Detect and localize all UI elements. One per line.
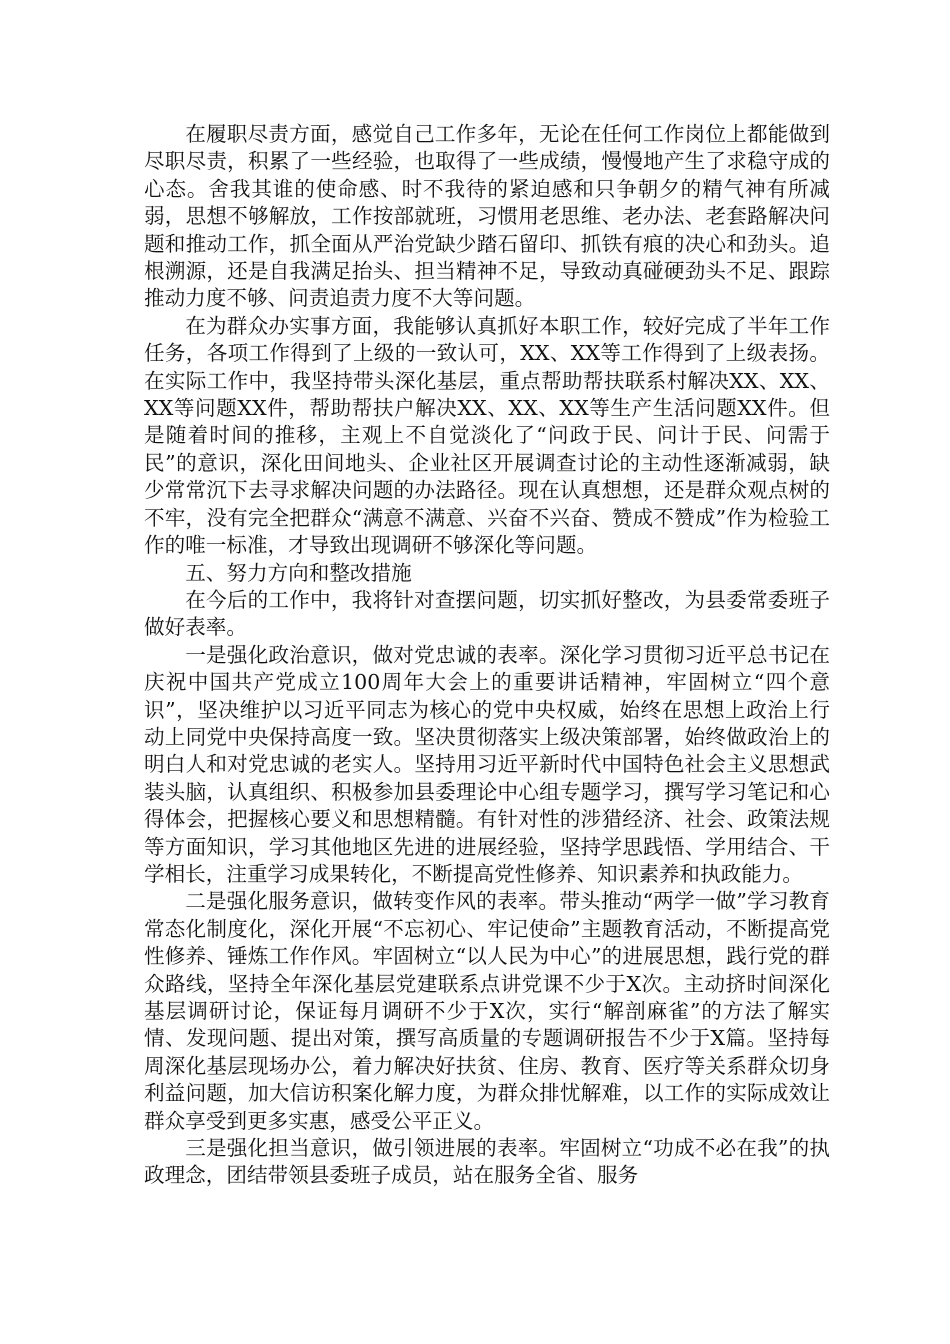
- paragraph-responsibility: 三是强化担当意识，做引领进展的表率。牢固树立“功成不必在我”的执政理念，团结带领县委班子成员，站在服务全省、服务: [144, 1136, 830, 1188]
- section-heading: 五、努力方向和整改措施: [185, 560, 412, 585]
- document-page: [144, 121, 830, 1190]
- paragraph-political: 一是强化政治意识，做对党忠诚的表率。深化学习贯彻习近平总书记在庆祝中国共产党成立100周年大会上的重要讲话精神，牢固树立“四个意识”，坚决维护以习近平同志为核心的党中央权威，始终在思想上政治上行动上同党中央保持高度一致。坚决贯彻落实上级决策部署，始终做政治上的明白人和对党忠诚的老实人。坚持用习近平新时代中国特色社会主义思想武装头脑，认真组织、积极参加县委理论中心组专题学习，撰写学习笔记和心得体会，把握核心要义和思想精髓。有针对性的涉猎经济、社会、政策法规等方面知识，学习其他地区先进的进展经验，坚持学思践悟、学用结合、干学相长，注重学习成果转化，不断提高党性修养、知识素养和执政能力。: [144, 642, 830, 886]
- paragraph-intro: 在今后的工作中，我将针对查摆问题，切实抓好整改，为县委常委班子做好表率。: [144, 587, 830, 640]
- paragraph-service: 二是强化服务意识，做转变作风的表率。带头推动“两学一做”学习教育常态化制度化，深化开展“不忘初心、牢记使命”主题教育活动，不断提高党性修养、锤炼工作作风。牢固树立“以人民为中心”的进展思想，践行党的群众路线，坚持全年深化基层党建联系点讲党课不少于X次。主动挤时间深化基层调研讨论，保证每月调研不少于X次，实行“解剖麻雀”的方法了解实情、发现问题、提出对策，撰写高质量的专题调研报告不少于X篇。坚持每周深化基层现场办公，着力解决好扶贫、住房、教育、医疗等关系群众切身利益问题，加大信访积案化解力度，为群众排忧解难，以工作的实际成效让群众享受到更多实惠，感受公平正义。: [144, 889, 830, 1133]
- paragraph-duty: 在履职尽责方面，感觉自己工作多年，无论在任何工作岗位上都能做到尽职尽责，积累了一些经验，也取得了一些成绩，慢慢地产生了求稳守成的心态。舍我其谁的使命感、时不我待的紧迫感和只争朝夕的精气神有所减弱，思想不够解放，工作按部就班，习惯用老思维、老办法、老套路解决问题和推动工作，抓全面从严治党缺少踏石留印、抓铁有痕的决心和劲头。追根溯源，还是自我满足抬头、担当精神不足，导致动真碰硬劲头不足、跟踪推动力度不够、问责追责力度不大等问题。: [144, 122, 830, 311]
- paragraph-service-masses: 在为群众办实事方面，我能够认真抓好本职工作，较好完成了半年工作任务，各项工作得到了上级的一致认可，XX、XX等工作得到了上级表扬。在实际工作中，我坚持带头深化基层，重点帮助帮扶联系村解决XX、XX、XX等问题XX件，帮助帮扶户解决XX、XX、XX等生产生活问题XX件。但是随着时间的推移，主观上不自觉淡化了“问政于民、问计于民、问需于民”的意识，深化田间地头、企业社区开展调查讨论的主动性逐渐减弱，缺少常常沉下去寻求解决问题的办法路径。现在认真想想，还是群众观点树的不牢，没有完全把群众“满意不满意、兴奋不兴奋、赞成不赞成”作为检验工作的唯一标准，才导致出现调研不够深化等问题。: [144, 313, 830, 558]
